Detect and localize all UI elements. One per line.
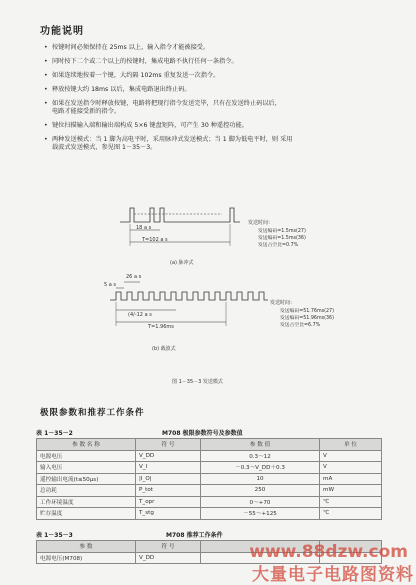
carrier-mode-waveform xyxy=(110,282,268,326)
table-row: 总功耗 P_tot 250 mW xyxy=(37,485,382,497)
table-row: 工作环境温度 T_opr 0～+70 ℃ xyxy=(37,496,382,508)
pulse-period-label: T=102 a s xyxy=(142,237,168,243)
figure-caption: 图 1－35－3 发送模式 xyxy=(172,379,223,385)
table-row: 电源电压 V_DD 0.3～12 V xyxy=(37,450,382,462)
pulse-send-time-label: 发送时间： xyxy=(248,220,274,226)
bullet-item: • 按键时间必须保持在 25ms 以上，输入指令才能被接受。 xyxy=(44,44,210,51)
table-header-row: 参 数 符 号 xyxy=(37,541,382,553)
table-row: 电源电压(M708) V_DD xyxy=(37,552,382,564)
table1-label: 表 1－35－2 xyxy=(36,430,73,437)
bullet-item: • 键位扫描输入端和输出端构成 5×6 键盘矩阵，可产生 30 种遥控功能。 xyxy=(44,122,248,129)
table-header-row: 参 数 名 称 符 号 参 数 值 单 位 xyxy=(37,439,382,451)
watermark-url: www.88dzw.com xyxy=(249,542,408,562)
pulse-spec-line: 发送占空比=0.7% xyxy=(258,243,299,248)
pulse-mode-caption: (a) 脉冲式 xyxy=(170,260,194,266)
pulse-spec-line: 发送编码=1.5ms(27) xyxy=(258,229,306,234)
carrier-spec-line: 发送编码=51.96ms(36) xyxy=(280,316,334,321)
watermark-text: 大量电子电路图资料 xyxy=(252,565,414,585)
table-row: 贮存温度 T_stg －55～+125 ℃ xyxy=(37,508,382,520)
bullet-item: • 如果在发送指令时释放按键，电路将把现行指令发送完毕，只有在发送终止码以后， 电路才能接受新的指令。 xyxy=(44,100,281,115)
carrier-spec-line: 发送占空比=6.7% xyxy=(280,323,321,328)
bullet-item: • 两种发送模式：当 1 脚为高电平时，采用脉冲式发送模式；当 1 脚为低电平时，则 采用 载波式发送模式，参见图 1－35－3。 xyxy=(44,136,293,151)
carrier-spec-line: 发送编码=51.76ms(27) xyxy=(280,309,334,314)
section-title-limits: 极限参数和推荐工作条件 xyxy=(40,408,145,418)
bullet-item: • 同时按下二个或二个以上的按键时，集成电路不执行任何一条指令。 xyxy=(44,58,238,65)
table2-label: 表 1－35－3 xyxy=(36,532,73,539)
pulse-width-label: 18 a s xyxy=(136,225,152,231)
limits-table xyxy=(36,438,382,520)
table-row: 输入电压 V_I －0.3～V_DD＋0.3 V xyxy=(37,462,382,474)
table1-title: M708 极限参数符号及参数值 xyxy=(162,430,243,437)
table-row: 遥控输出电流(t≤50μs) |I_O| 10 mA xyxy=(37,473,382,485)
carrier-mode-caption: (b) 载波式 xyxy=(152,346,176,352)
bullet-item: • 释放按键大约 18ms 以后，集成电路退出终止码。 xyxy=(44,86,191,93)
section-title: 功能说明 xyxy=(40,26,84,37)
carrier-burst-label: (4/-12 a s xyxy=(128,312,152,318)
pulse-spec-line: 发送编码=1.5ms(36) xyxy=(258,236,306,241)
carrier-send-time-label: 发送时间： xyxy=(270,300,296,306)
carrier-period-label: T=1.96ms xyxy=(148,324,174,330)
carrier-width-label: 26 a s xyxy=(126,274,142,280)
table2-title: M708 推荐工作条件 xyxy=(166,532,223,539)
bullet-item: • 如果连续地按着一个键，大约隔 102ms 重复发送一次指令。 xyxy=(44,72,220,79)
carrier-pulse-label: 5 a s xyxy=(104,282,117,288)
